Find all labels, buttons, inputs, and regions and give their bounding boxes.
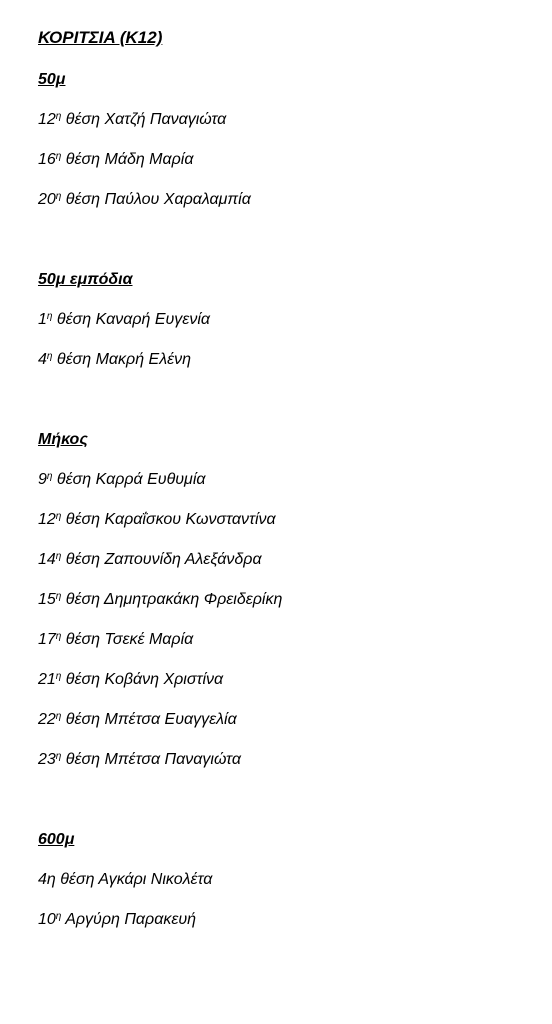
result-entry: $20^\eta$ θέση Παύλου Χαραλαμπία <box>38 191 251 208</box>
document-title: ΚΟΡΙΤΣΙΑ (Κ12) <box>38 28 163 47</box>
result-entry: $12^\eta$ θέση Χατζή Παναγιώτα <box>38 111 227 128</box>
result-entry: 4η θέση Αγκάρι Νικολέτα <box>38 871 213 888</box>
section-600m <box>38 828 212 948</box>
result-entry: $23^\eta$ θέση Μπέτσα Παναγιώτα <box>38 751 241 768</box>
result-entry: $14^\eta$ θέση Ζαπουνίδη Αλεξάνδρα <box>38 551 262 568</box>
result-entry: $22^\eta$ θέση Μπέτσα Ευαγγελία <box>38 711 237 728</box>
section-heading: 50μ εμπόδια <box>38 271 133 288</box>
section-heading: 600μ <box>38 831 75 848</box>
section-long-jump <box>38 428 282 788</box>
result-entry: $9^\eta$ θέση Καρρά Ευθυμία <box>38 471 206 488</box>
section-heading: Μήκος <box>38 431 88 448</box>
result-entry: $15^\eta$ θέση Δημητρακάκη Φρειδερίκη <box>38 591 283 608</box>
section-50m <box>38 68 251 228</box>
result-entry: $4^\eta$ θέση Μακρή Ελένη <box>38 351 192 368</box>
result-entry: $12^\eta$ θέση Καραΐσκου Κωνσταντίνα <box>38 511 276 528</box>
result-entry: $21^\eta$ θέση Κοβάνη Χριστίνα <box>38 671 224 688</box>
result-entry: $1^\eta$ θέση Καναρή Ευγενία <box>38 311 210 328</box>
result-entry: $10^\eta$ Αργύρη Παρακευή <box>38 911 197 928</box>
result-entry: $17^\eta$ θέση Τσεκέ Μαρία <box>38 631 194 648</box>
section-heading: 50μ <box>38 71 66 88</box>
section-50m-hurdles <box>38 268 210 388</box>
result-entry: $16^\eta$ θέση Μάδη Μαρία <box>38 151 194 168</box>
